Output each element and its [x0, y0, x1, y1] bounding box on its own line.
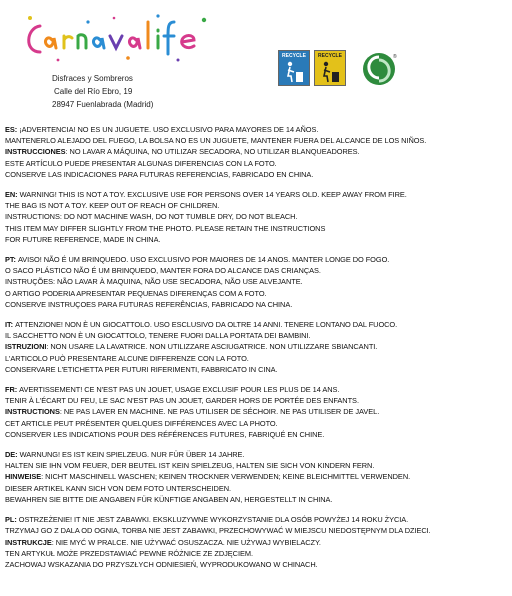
- line-text: AVISO! NÃO É UM BRINQUEDO. USO EXCLUSIVO POR MAIORES DE 14 ANOS. MANTER LONGE DO FOGO.: [17, 255, 390, 265]
- language-section: [5, 384, 507, 440]
- language-section: [5, 189, 507, 245]
- warning-line: [5, 418, 507, 429]
- line-text: THE BAG IS NOT A TOY. KEEP OUT OF REACH OF CHILDREN.: [5, 201, 220, 211]
- warning-line: [5, 254, 507, 265]
- warning-line: [5, 395, 507, 406]
- svg-text:®: ®: [393, 54, 397, 60]
- company-line: 28947 Fuenlabrada (Madrid): [52, 100, 154, 109]
- company-address: [52, 72, 153, 111]
- recycle-person-icon: [279, 58, 309, 86]
- line-text: TENIR À L'ÉCART DU FEU, LE SAC N'EST PAS UN JOUET, GARDER HORS DE PORTÉE DES ENFANTS.: [5, 396, 359, 406]
- warning-line: [5, 525, 507, 536]
- line-text: ATTENZIONE! NON È UN GIOCATTOLO. USO ESCLUSIVO DA OLTRE 14 ANNI. TENERE LONTANO DAL FUOCO.: [15, 320, 398, 330]
- warning-line: [5, 514, 507, 525]
- line-text: O ARTIGO PODERIA APRESENTAR PEQUENAS DIFERENÇAS COM A FOTO.: [5, 288, 267, 298]
- warning-line: [5, 429, 507, 440]
- language-section: [5, 319, 507, 375]
- line-text: THIS ITEM MAY DIFFER SLIGHTLY FROM THE PHOTO. PLEASE RETAIN THE INSTRUCTIONS: [5, 223, 326, 233]
- line-text: WARNING! THIS IS NOT A TOY. EXCLUSIVE USE FOR PERSONS OVER 14 YEARS OLD. KEEP AWAY FROM FIRE.: [19, 190, 407, 200]
- warning-line: [5, 135, 507, 146]
- warning-line: [5, 330, 507, 341]
- warning-line: [5, 211, 507, 222]
- warning-line: [5, 364, 507, 375]
- line-prefix: INSTRUCTIONS: [5, 407, 60, 417]
- line-text: ZACHOWAJ WSKAZANIA DO PRZYSZŁYCH ODNIESIEŃ, WYPRODUKOWANO W CHINACH.: [5, 559, 318, 569]
- line-text: CONSERVE LAS INDICACIONES PARA FUTURAS REFERENCIAS, FABRICADO EN CHINA.: [5, 169, 314, 179]
- line-text: MANTENERLO ALEJADO DEL FUEGO, LA BOLSA NO ES UN JUGUETE, MANTENER FUERA DEL ALCANCE DE LOS NIÑOS.: [5, 136, 427, 146]
- warning-line: [5, 341, 507, 352]
- line-text: HALTEN SIE IHN VOM FEUER, DER BEUTEL IST KEIN SPIELZEUG, HALTEN SIE SICH VON KINDERN FERN.: [5, 461, 375, 471]
- line-text: CONSERVER LES INDICATIONS POUR DES RÉFÉRENCES FUTURES, FABRIQUÉ EN CHINE.: [5, 429, 325, 439]
- line-text: CONSERVE INSTRUÇOES PARA FUTURAS REFERÊNCIAS, FABRICADO NA CHINA.: [5, 299, 293, 309]
- recycle-badge-yellow: [314, 50, 346, 86]
- warning-line: [5, 299, 507, 310]
- line-text: BEWAHREN SIE BITTE DIE ANGABEN FÜR KÜNFTIGE ANGABEN AN, HERGESTELLT IN CHINA.: [5, 494, 333, 504]
- line-prefix: INSTRUCCIONES: [5, 147, 66, 157]
- recycle-badge-blue: [278, 50, 310, 86]
- line-text: FOR FUTURE REFERENCE, MADE IN CHINA.: [5, 234, 161, 244]
- line-prefix: DE:: [5, 450, 20, 460]
- warning-line: [5, 483, 507, 494]
- company-line: Calle del Río Ebro, 19: [54, 87, 133, 96]
- line-text: : NIE MYĆ W PRALCE. NIE UŻYWAĆ OSUSZACZA. NIE UŻYWAJ WYBIELACZY.: [51, 537, 321, 547]
- language-section: [5, 449, 507, 505]
- warning-line: [5, 189, 507, 200]
- warning-line: [5, 288, 507, 299]
- line-prefix: IT:: [5, 320, 16, 330]
- warning-line: [5, 200, 507, 211]
- line-prefix: ES:: [5, 125, 20, 134]
- warning-line: [5, 234, 507, 245]
- recycle-badges: [278, 50, 398, 90]
- line-text: : NICHT MASCHINELL WASCHEN; KEINEN TROCKNER VERWENDEN; KEINE BLEICHMITTEL VERWENDEN.: [41, 472, 411, 482]
- line-prefix: FR:: [5, 385, 20, 395]
- warning-line: [5, 494, 507, 505]
- label-header: [0, 0, 512, 118]
- warning-line: [5, 471, 507, 482]
- language-section: [5, 124, 507, 180]
- warning-line: [5, 276, 507, 287]
- warning-line: [5, 169, 507, 180]
- line-text: CONSERVARE L'ETICHETTA PER FUTURI RIFERIMENTI, FABBRICATO IN CINA.: [5, 364, 278, 374]
- warning-line: [5, 124, 507, 135]
- warning-line: [5, 319, 507, 330]
- line-text: TEN ARTYKUŁ MOŻE PRZEDSTAWIAĆ PEWNE RÓŻNICE ZE ZDJĘCIEM.: [5, 548, 253, 558]
- line-text: : NE PAS LAVER EN MACHINE. NE PAS UTILISER DE SÉCHOIR. NE PAS UTILISER DE JAVEL.: [59, 407, 380, 417]
- warning-line: [5, 537, 507, 548]
- line-prefix: HINWEISE: [5, 472, 42, 482]
- warning-line: [5, 406, 507, 417]
- line-text: : NON USARE LA LAVATRICE. NON UTILIZZARE ASCIUGATRICE. NON UTILIZZARE SBIANCANTI.: [46, 342, 378, 352]
- warning-line: [5, 548, 507, 559]
- warning-line: [5, 559, 507, 570]
- line-text: OSTRZEŻENIE! IT NIE JEST ZABAWKI. EKSKLUZYWNE WYKORZYSTANIE DLA OSÓB POWYŻEJ 14 ROKU ŻYCIA.: [18, 515, 409, 525]
- line-prefix: PL:: [5, 515, 19, 525]
- line-text: INSTRUÇÕES: NÃO LAVAR À MAQUINA, NÃO USE SECADORA, NÃO USE ALVEJANTE.: [5, 277, 303, 287]
- language-section: [5, 514, 507, 570]
- line-text: CET ARTICLE PEUT PRÉSENTER QUELQUES DIFFÉRENCES AVEC LA PHOTO.: [5, 418, 278, 428]
- warning-line: [5, 460, 507, 471]
- line-prefix: INSTRUKCJE: [5, 537, 52, 547]
- line-text: O SACO PLÁSTICO NÃO É UM BRINQUEDO, MANTER FORA DO ALCANCE DAS CRIANÇAS.: [5, 266, 321, 276]
- line-text: : NO LAVAR A MÁQUINA, NO UTILIZAR SECADORA, NO UTILIZAR BLANQUEADORES.: [65, 147, 360, 157]
- line-text: ESTE ARTÍCULO PUEDE PRESENTAR ALGUNAS DIFERENCIAS CON LA FOTO.: [5, 158, 277, 168]
- warning-line: [5, 265, 507, 276]
- language-section: [5, 254, 507, 310]
- recycle-person-icon: [315, 58, 345, 86]
- warning-line: [5, 353, 507, 364]
- warning-text-body: [5, 124, 507, 579]
- line-text: IL SACCHETTO NON È UN GIOCATTOLO, TENERE FUORI DALLA PORTATA DEI BAMBINI.: [5, 331, 311, 341]
- company-line: Disfraces y Sombreros: [52, 74, 133, 83]
- line-text: L'ARTICOLO PUÒ PRESENTARE ALCUNE DIFFERENZE CON LA FOTO.: [5, 353, 249, 363]
- warning-line: [5, 384, 507, 395]
- line-text: INSTRUCTIONS: DO NOT MACHINE WASH, DO NOT TUMBLE DRY, DO NOT BLEACH.: [5, 212, 298, 222]
- line-text: WARNUNG! ES IST KEIN SPIELZEUG. NUR FÜR ÜBER 14 JAHRE.: [19, 450, 245, 460]
- warning-line: [5, 158, 507, 169]
- line-text: DIESER ARTIKEL KANN SICH VON DEM FOTO UNTERSCHEIDEN.: [5, 483, 232, 493]
- warning-line: [5, 146, 507, 157]
- recycle-badge-label: RECYCLE: [318, 53, 342, 59]
- line-text: AVERTISSEMENT! CE N'EST PAS UN JOUET, USAGE EXCLUSIF POUR LES PLUS DE 14 ANS.: [19, 385, 340, 395]
- line-prefix: ISTRUZIONI: [5, 342, 47, 352]
- recycle-badge-label: RECYCLE: [282, 53, 306, 59]
- line-prefix: EN:: [5, 190, 20, 200]
- line-text: ¡ADVERTENCIA! NO ES UN JUGUETE. USO EXCLUSIVO PARA MAYORES DE 14 AÑOS.: [19, 125, 319, 134]
- warning-line: [5, 449, 507, 460]
- line-prefix: PT:: [5, 255, 18, 265]
- carnavalife-logo: [18, 8, 218, 68]
- warning-line: [5, 223, 507, 234]
- line-text: TRZYMAJ GO Z DALA OD OGNIA, TORBA NIE JEST ZABAWKI, PRZECHOWYWAĆ W MIEJSCU NIEDOSTĘPNYM DLA DZIECI.: [5, 526, 431, 536]
- green-dot-icon: [362, 52, 396, 86]
